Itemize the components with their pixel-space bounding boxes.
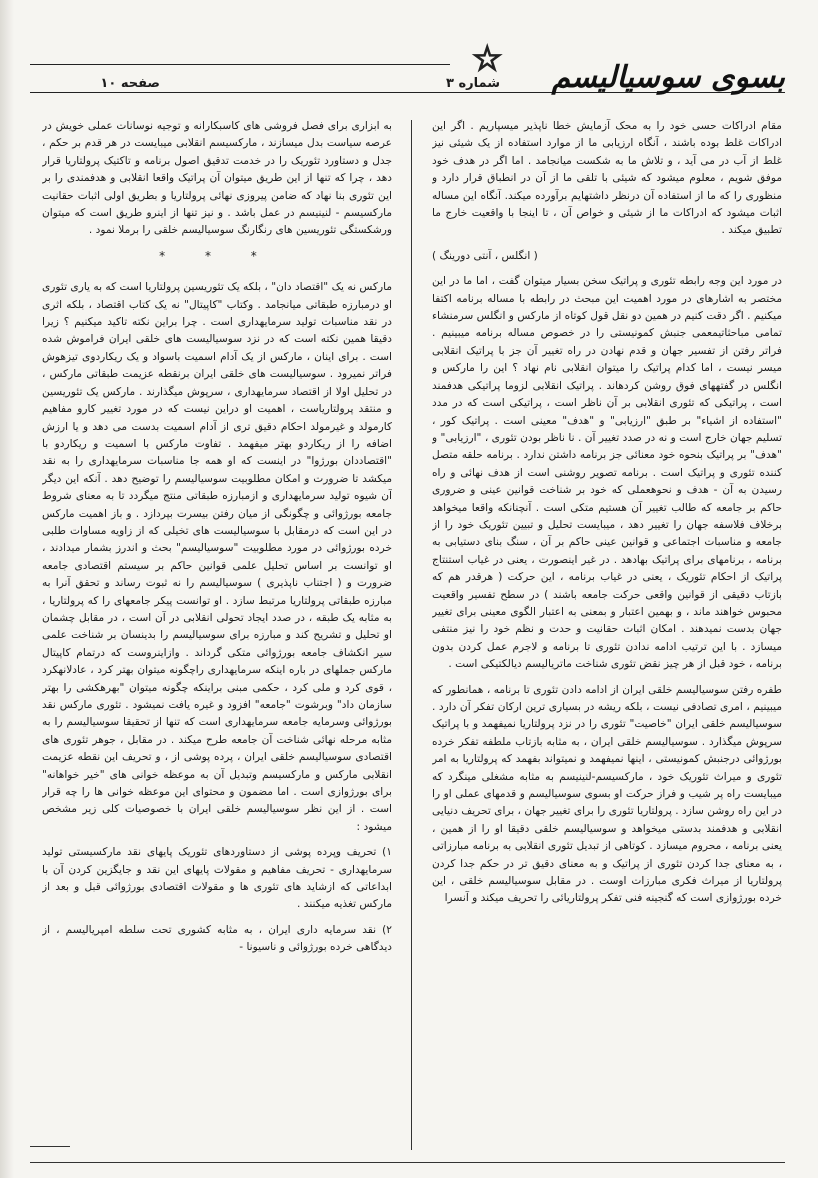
paragraph: مارکس نه یک "اقتصاد دان" ، بلکه یک تئوریسین پرولتاریا است که به یاری تئوری او درمبارزه طبقاتی میانجامد . وکتاب "کاپیتال" نه یک کتاب اقتصاد ، بلکه اثری در نقد مناسبات تولید سرمایهداری است . چرا براین نکته تاکید میکنیم ؟ زیرا دقیقا همین نکته است که در نزد سوسیالیست های خلقی ایران فراموش شده است . برای اینان ، مارکس از یک آدام اسمیت باسواد و یک ریکاردوی تیزهوش فراتر نمیرود . سوسیالیست های خلقی ایران برنقطه عزیمت طبقاتی مارکس ، در تحلیل اولا از اقتصاد سرمایهداری ، سرپوش میگذارند . مارکس یک تئوریسین و منتقد پرولتاریاست ، اهمیت او دراین نیست که در مورد تغییر کارو مفاهیم کارمولد و غیرمولد احکام دقیق تری از آدام اسمیت بدست می دهد و یا ارزش اضافه را از ریکاردو بهتر میفهمد . تفاوت مارکس با اسمیت و ریکاردو با "اقتصاددان بورژوا" در اینست که او همه جا مناسبات سرمایهداری را به نقد میکشد تا ضرورت و امکان مطلوبیت سوسیالیسم را توضیح دهد . آنکه این دیگر آن شیوه تولید سرمایهداری و ازمبارزه طبقاتی منتج میگردد تا به معنای شروط جامعه بورژوائی و چگونگی از میان رفتن بیسرت بپردازد . و باز اهمیت مارکس در این است که درمقابل با سوسیالیست های تخیلی که از زاویه مساوات طلبی خرده بورژوائی در مورد مطلوبیت "سوسیالیسم" بحث و اندرز بشمار میدادند ، او توانست بر اساس تحلیل علمی قوانین حاکم بر سیستم اقتصادی جامعه ضرورت و ( اجتناب ناپذیری ) سوسیالیسم را نه ثبوت رساند و تحقق آنرا به مبارزه طبقاتی پرولتاریا مرتبط سازد . او توانست پیکر جامعهای را که پرولتاریا ، به مثابه یک طبقه ، در صدد ایجاد تحولی انقلابی در آن است ، در مقابل چشمان او تحلیل و تشریح کند و مبارزه برای سوسیالیسم را بدینسان بر شناخت علمی سیر انکشاف جامعه بورژوائی متکی گرداند . وازاینروست که درتمام کاپیتال مارکس جملهای در باره اینکه سرمایهداری راچگونه میتوان بهتر کرد ، عادلانهکرد ، قوی کرد و ملی کرد ، حکمی مبنی براینکه چگونه میتوان "بهرهکشی را بهتر سازمان داد" وبرشوت "جامعه" افزود و غیره یافت نمیشود . تئوری مارکس نقد بورژوائی وسرمایه جامعه سرمایهداری است که تنها از تحقیقا سوسیالیسم را به مثابه مرحله نهائی شناخت آن جامعه طرح میکند . در مقابل ، جوهر تئوری های اقتصادی سوسیالیسم خلقی ایران ، پرده پوشی از ، و تحریف این نقطه عزیمت انقلابی مارکس و مارکسیسم وتبدیل آن به موعظه خوانی های "خیر خواهانه" برای بورژوازی است . اما مضمون و محتوای این موعظه خوانی ها را چه قرار است . از این نظر سوسیالیسم خلقی ایران با خصوصیات کلی زیر مشخص میشود : <box>42 281 392 833</box>
section-separator: * * * <box>159 248 275 263</box>
list-item: ۲) نقد سرمایه داری ایران ، به مثابه کشوری تحت سلطه امپریالیسم ، از دیدگاهی خرده بورژوائی و ناسیونا - <box>42 923 392 954</box>
left-column <box>42 118 392 1158</box>
scan-edge <box>0 0 14 1178</box>
citation: ( انگلس ، آنتی دورینگ ) <box>432 249 538 262</box>
list-item: ۱) تحریف وپرده پوشی از دستاوردهای تئوریک پایهای نقد مارکسیستی تولید سرمایهداری - تحریف مفاهیم و مقولات پایهای این نقد و جایگزین کردن آن با ابداعاتی که ازشاید های تئوری ها و مقولات اقتصادی بورژوائی قبل و بعد از مارکس تغذیه میکنند . <box>42 846 392 911</box>
paragraph: مقام ادراکات حسی خود را به محک آزمایش خطا ناپذیر میسپاریم . اگر این ادراکات غلط بوده باشند ، آنگاه ارزیابی ما از موارد استفاده از یک شیئی نیز غلط از آب در می آید ، و تلاش ما به شکست میانجامد . اما اگر در هدف خود موفق شویم ، معلوم میشود که شیئی با تلقی ما از آن در انطباق قرار دارد و منظوری را که ما از استفاده آن درنظر داشتهایم برآورده میکند. آنگاه این مساله اثبات میشود که ادراکات ما از شیئی و خواص آن ، تا اینجا با واقعیت خارج ما تطبیق میکند . <box>432 120 782 237</box>
masthead-rule-top <box>30 64 450 65</box>
paragraph: به ابزاری برای فصل فروشی های کاسبکارانه و توجیه نوسانات عملی خویش در عرصه سیاست بدل میسازند ، مارکسیسم انقلابی میبایست در هر قدم بر حکم ، جدل و دستاورد تئوریک را در خدمت تدقیق اصول برنامه و تاکتیک پرولتاریا قرار دهد ، چرا که تنها از این طریق میتوان آن پراتیک واقعا انقلابی و هدفمندی را بر این تئوری بنا نهاد که ضامن پیروزی نهائی پرولتاریا و بطریق اولی اثبات حقانیت مارکسیسم - لنینیسم در عمل باشد . و نیز تنها از اینرو طریق است که میتوان ورشکستگی تئوریسین های رنگارنگ سوسیالیسم خلقی را برملا نمود . <box>42 120 392 237</box>
issue-number: شماره ۳ <box>445 76 500 91</box>
continuation-mark <box>30 1146 70 1147</box>
page-number: صفحه ۱۰ <box>100 76 160 91</box>
paragraph: در مورد این وجه رابطه تئوری و پراتیک سخن بسیار میتوان گفت ، اما ما در این مختصر به اشارهای در مورد اهمیت این مبحث در رابطه با مساله برنامه اکتفا میکنیم . اگر دقت کنیم در همین دو نقل قول کوتاه از مارکس و انگلس سرمنشاء تمامی مباحثاتیمعمی جنبش کمونیستی را در خصوص مساله برنامه میبینیم . فراتر رفتن از تفسیر جهان و قدم نهادن در راه تغییر آن جز با پراتیک انقلابی میسر نیست ، اما کدام پراتیک را میتوان انقلابی نام نهاد ؟ این را مارکس و انگلس در گفتههای فوق روشن کردهاند . پراتیک انقلابی لزوما پراتیکی هدفمند است ، پراتیکی که تئوری انقلابی بر آن ناظر است ، پراتیکی است که در مدد "استفاده از اشیاء" بر طبق "ارزیابی" و "هدف" معینی است . پراتیک کور ، تسلیم جهان خارج است و نه در صدد تغییر آن . نا ناظر بودن تئوری ، "ارزیابی" و "هدف" بر پراتیک بنحوه خود معنائی جز برنامه داشتن ندارد . برنامه حلقه متصل کننده تئوری و پراتیک است . برنامه تصویر روشنی است از هدف نهائی و راه رسیدن به آن - هدف و نحوهعملی که خود بر شناخت قوانین عینی و ضروری حاکم بر جامعه که طالب تغییر آن هستیم متکی است . آنچنانکه واقعا میخواهد برخلاف فلاسفه جهان را تغییر دهد ، میبایست تحلیل و تبیین تئوریک خود را از جامعه و مناسبات اجتماعی و قوانین عینی حاکم بر آن ، سنگ بنای دستیابی به برنامه ، برنامهای برای پراتیک بهادهد . در غیر اینصورت ، یعنی در غیاب استنتاج پراتیک از احکام تئوریک ، یعنی در غیاب برنامه ، این حرکت ( هرقدر هم که بازتاب دقیقی از قوانین واقعی حرکت جامعه باشند ) در سطح تفسیر واقعیت محبوس خواهند ماند ، و بهمین اعتبار و بمعنی به اعتبار الگوی معینی برای تغییر جهان بدست نمیدهند . امکان اثبات حقانیت و حدت و نظم خود را نیز منتفی میسازد . با این ترتیب ادامه ندادن تئوری تا برنامه و لاجرم عمل کردن بدون برنامه ، خود قبل از هر چیز نقض تئوری شناخت ماتریالیسم دیالکتیکی است . <box>432 275 782 671</box>
column-divider <box>411 120 412 1150</box>
masthead <box>30 40 785 110</box>
publication-title: بسوی سوسیالیسم <box>551 60 785 95</box>
paragraph: طفره رفتن سوسیالیسم خلقی ایران از ادامه دادن تئوری تا برنامه ، همانطور که میبینیم ، امری تصادفی نیست ، بلکه ریشه در بسیاری ترین ارکان تفکر آن دارد . سوسیالیسم خلقی ایران "خاصیت" تئوری را در نزد پرولتاریا نمیفهمد و با پراتیک سرپوش میگذارد . سوسیالیسم خلقی ایران ، به مثابه بازتاب ملطفه تفکر خرده بورژوائی درجنبش کمونیستی ، اینها نمیفهمد و نمیتواند بفهمد که پرولتاریا به امر تئوری و میراث تئوریک خود ، مارکسیسم-لنینیسم به مثابه مشغلی مینگرد که میبایست راه پر شیب و فراز حرکت او بسوی سوسیالیسم و قدمهای عملی او را در این راه روشن سازد . پرولتاریا تئوری را برای تغییر جهان ، برای تحریف دنیایی انقلابی و هدفمند بدستی میخواهد و سوسیالیسم خلقی دقیقا او را از همین ، یعنی برنامه ، محروم میسازد . کوتاهی از تبدیل تئوری انقلابی به برنامه مبارزاتی ، به معنای جدا کردن تئوری از پراتیک و به معنای دقیق تر در حکم جدا کردن پرولتاریا از میراث فکری مبارزات اوست . در مقابل سوسیالیسم خلقی ، این خرده بورژوازی است که گنجینه فنی تفکر پرولتاریائی را تحریف میکند و آنسرا <box>432 683 782 905</box>
star-icon: ☆ <box>472 39 503 79</box>
right-column <box>432 118 782 1158</box>
footer-rule <box>30 1162 785 1163</box>
